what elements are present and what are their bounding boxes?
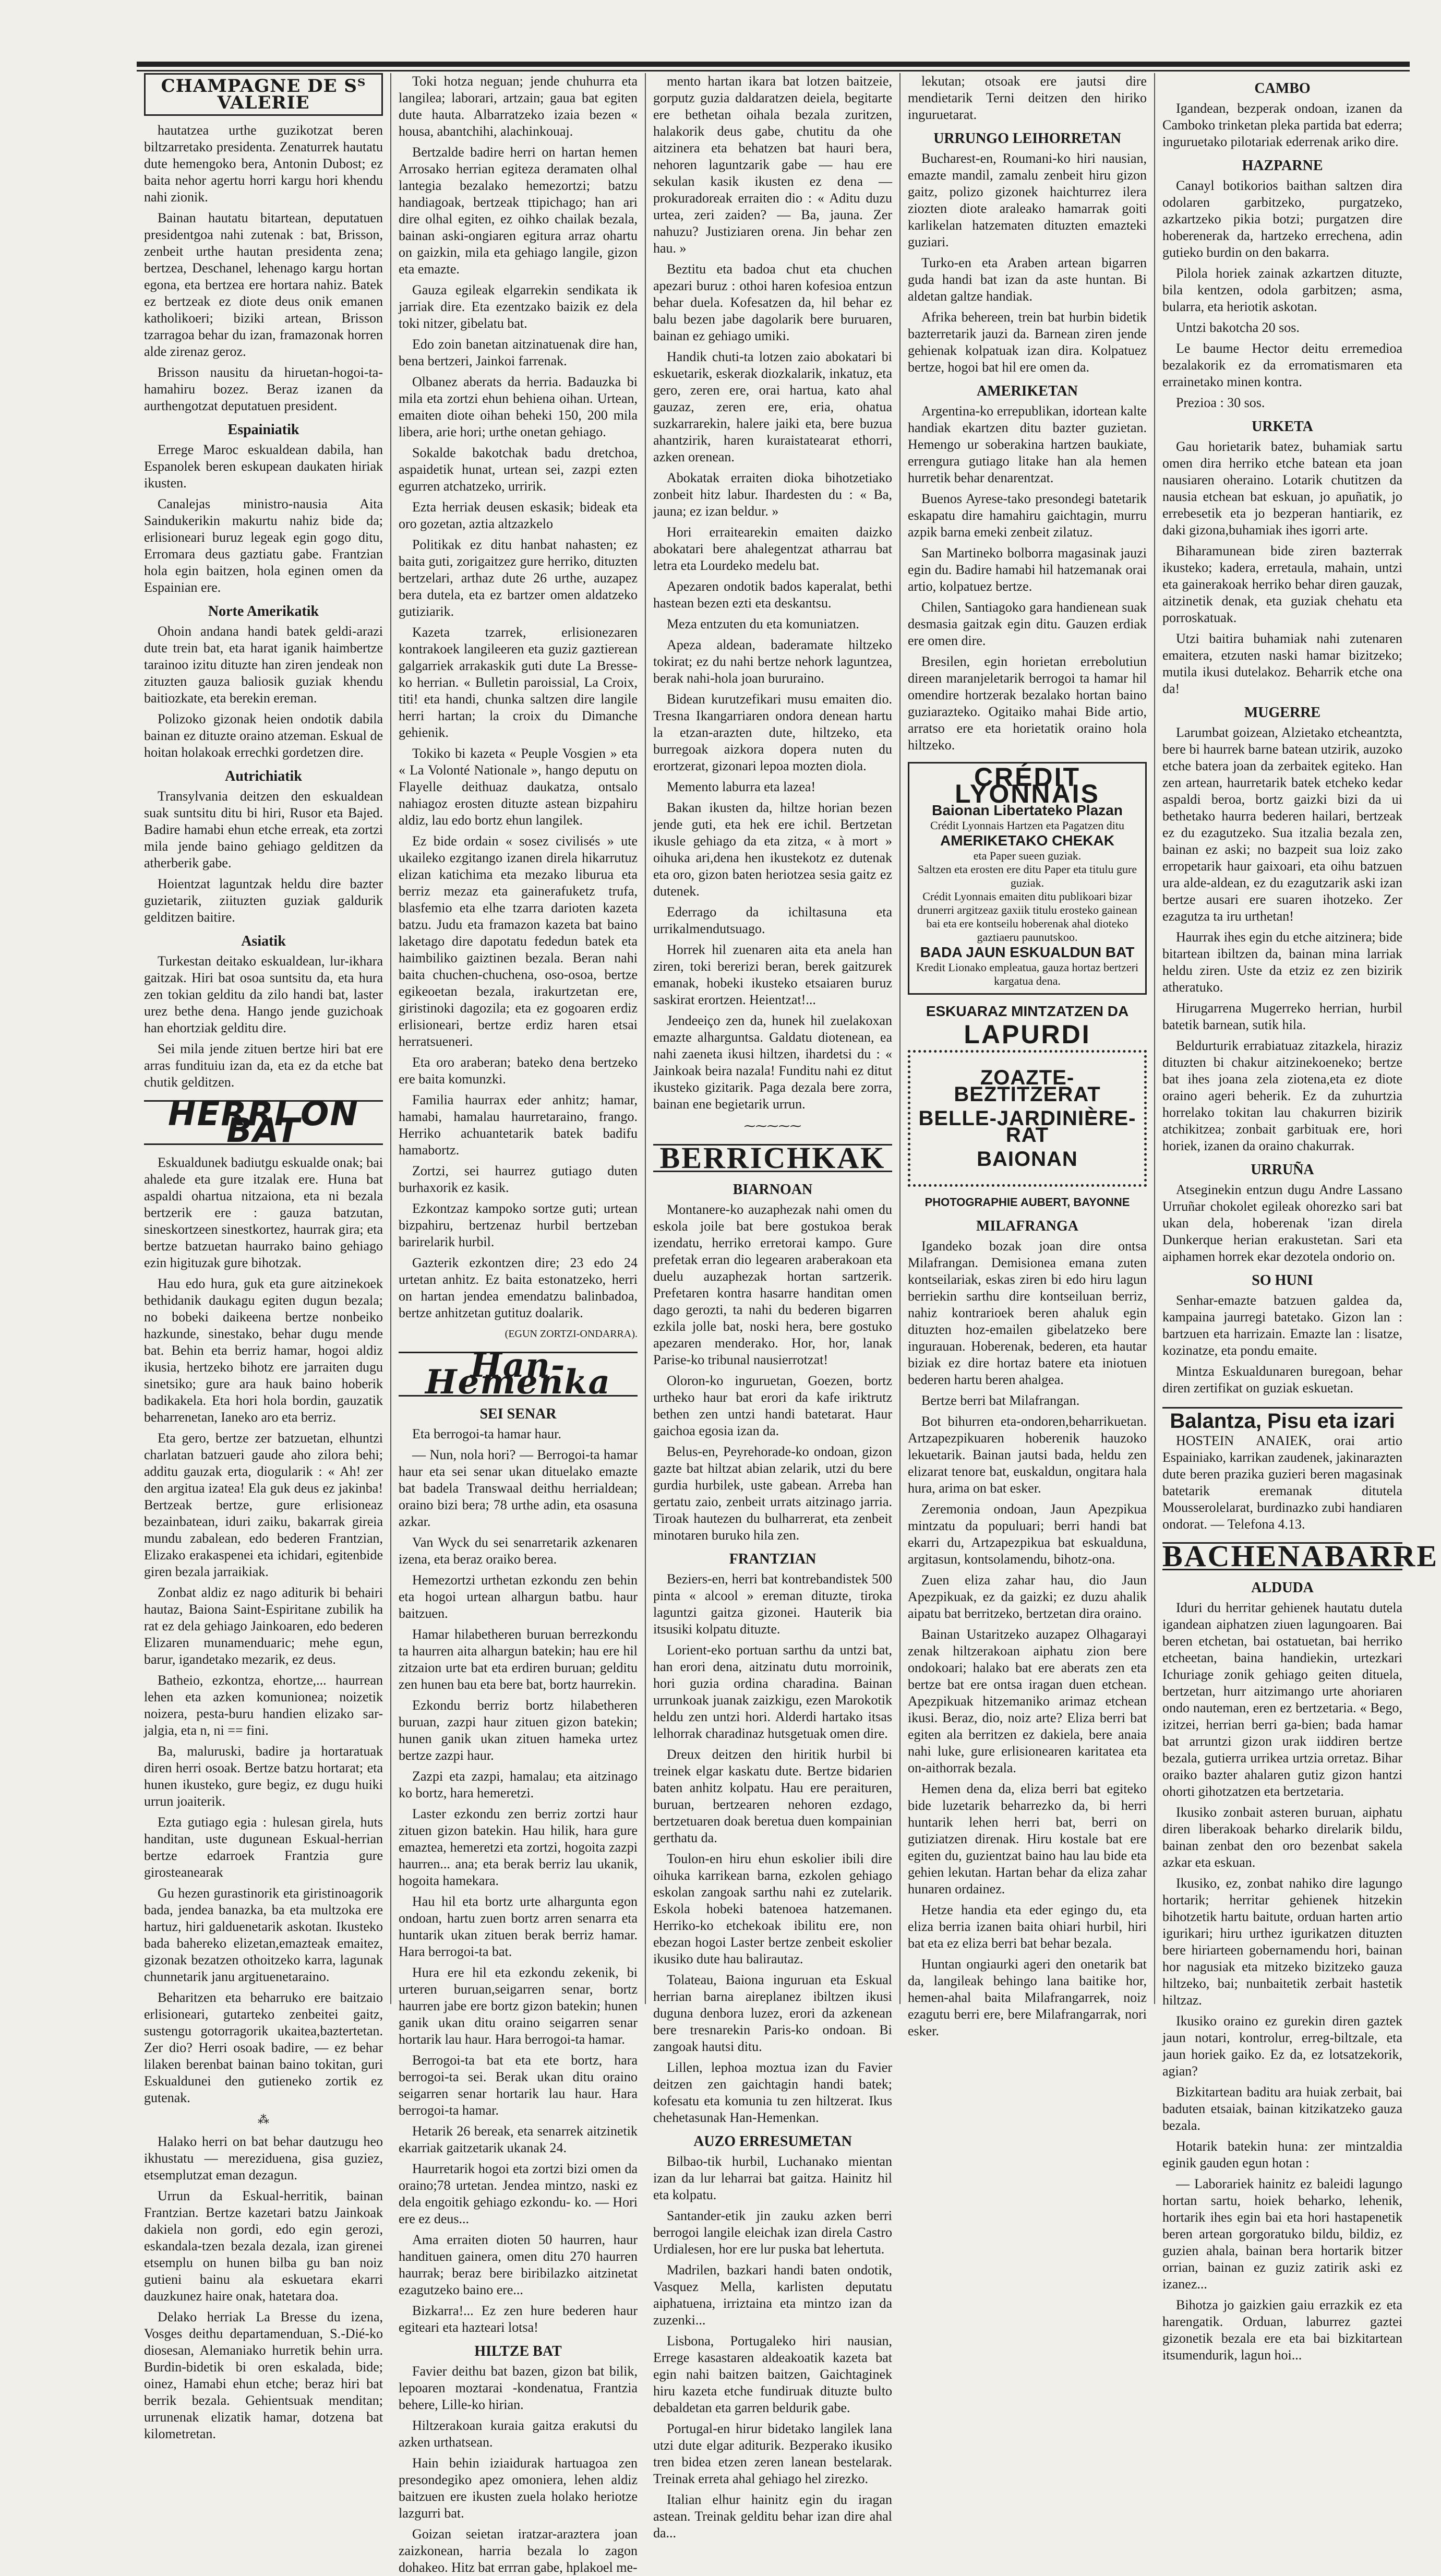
paragraph: Abokatak erraiten dioka bihotzetiako zonbeit hitz labur. Ihardesten du : « Ba, jauna; ez izan beldur. » (653, 470, 892, 519)
section-heading: MUGERRE (1244, 705, 1321, 721)
paragraph: Igandean, bezperak ondoan, izanen da Camboko trinketan pleka partida bat ederra; inguruetako pilotariak ederrenak ariko dire. (1162, 101, 1402, 149)
paragraph: Gauza egileak elgarrekin sendikata ik jarriak dire. Eta ezentzako baizik ez dela toki nitzer, gibelatu bat. (399, 282, 638, 331)
paragraph: Canayl botikorios baithan saltzen dira odolaren garbitzeko, purgatzeko, azkartzeko pikia botzi; purgatzen dire hoberenerak da, hartzeko errechena, adin gutieko burdin on den bakarra. (1162, 178, 1402, 260)
paragraph: Untzi bakotcha 20 sos. (1176, 320, 1300, 335)
paragraph: Beztitu eta badoa chut eta chuchen apezari buruz : othoi haren kofesioa entzun behar duela. Kofesatzen da, hil behar ez balu bezen jabe dagolarik bere buruaren, bainan ez gehiago umiki. (653, 261, 892, 343)
advert-text: Kredit Lionako empleatua, gauza hortaz bertzeri kargatua dena. (916, 961, 1139, 987)
paragraph: Igandeko bozak joan dire ontsa Milafrangan. Demisionea emana zuten kontseilariak, eskas ziren bi edo hiru lagun berriekin sarthu dire kontseiluan berriz, nahiz kontrarioek beren ahaluk egin dituzten hoz-emailen gibelatzeko bere ingurauan. Hoberenak, bederen, eta hautar biziak ez dire hortaz batere eta iniotuen bederen hartu beren ahalgea. (908, 1238, 1147, 1387)
paragraph: Eta berrogoi-ta hamar haur. (412, 1426, 561, 1441)
paragraph: hautatzea urthe guzikotzat beren biltzarretako presidenta. Zenaturrek hautatu dute hemengoko bera, Antonin Dubost; ez baita nehor agertu horri kargu hori khendu nahi zionik. (144, 123, 383, 205)
paragraph: Afrika behereen, trein bat hurbin bidetik bazterretarik jauzi da. Barnean ziren jende gehienak kolpatuak izan dira. Kolpatuez bertze, hogoi bat hil ere omen da. (908, 309, 1147, 375)
paragraph: Gu hezen gurastinorik eta giristinoagorik bada, jendea banazka, ba eta multzoka ere hartuz, hiri galduenetarik askotan. Ikusteko bada bahereko elizetan,emazteak emaitez, gizonak bezatzen othoitzeko karra, lagunak chunnetarik janu argituenetaraino. (144, 1886, 383, 1984)
paragraph: Horrek hil zuenaren aita eta anela han ziren, toki bererizi beran, berek gaitzurek emanak, hobeki ikusteko etsaiaren buruz saskirat erortzen. Heientzat!... (653, 942, 892, 1007)
paragraph: Oloron-ko inguruetan, Goezen, bortz urtheko haur bat erori da kafe iriktrutz bethen zen untzi handi batetarat. Haur gaichoa egosia izan da. (653, 1373, 892, 1438)
paragraph: Eta oro araberan; bateko dena bertzeko ere baita komunzki. (399, 1055, 638, 1087)
paragraph: Apeza aldean, baderamate hiltzeko tokirat; ez du nahi bertze nehork laguntzea, berak nahi-hola joan bururaino. (653, 637, 892, 686)
advert-line: BELLE-JARDINIÈRE-RAT (918, 1107, 1136, 1147)
asterism-separator: ⁂ (258, 2113, 269, 2126)
paragraph: Eskualdunek badiutgu eskualde onak; bai ahalede eta gure itzalak ere. Huna bat aspaldi ohartua nitzaiona, eta ni bezala bertzerik ere : gauza batzutan, sineskortzeen sinestkortez, haurrak gira; eta bertze batzuetan haurrako baino gehiago ezin higituzak gure bihotzak. (144, 1155, 383, 1270)
paragraph: Hau hil eta bortz urte alhargunta egon ondoan, hartu zuen bortz arren senarra eta huntarik ukan zituen berak berriz hamar. Hara berrogoi-ta bat. (399, 1894, 638, 1959)
paragraph: Hetarik 26 bereak, eta senarrek aitzinetik ekarriak gaitzetarik ukanak 24. (399, 2124, 638, 2155)
section-heading: SO HUNI (1252, 1272, 1313, 1289)
ornament-separator: ⁓⁓⁓⁓⁓ (744, 1119, 801, 1132)
paragraph: Bainan Ustaritzeko auzapez Olhagarayi zenak hiltzerakoan aiphatu zion bere ondokoari; halako bat ere aberats zen eta bertze bat ere ontsa iragan duen etchean. Apezpikuak hitzemaniko arimaz etchean ikusi. Beraz, dio, noiz arte? Eliza berri bat egiten ala berritzen ez dakiela, bere anaia nahi luke, gure erlisionearen karitatea eta on-aithorrak bezala. (908, 1627, 1147, 1775)
paragraph: Urrun da Eskual-herritik, bainan Frantzian. Bertze kazetari batzu Jainkoak dakiela non gordi, edo egin gerozi, eskandala-tzen bezala dezala, izan girenei etsemplu on hunen bilba gu ban noiz gutieni bainu ala eskuetara ekarri dauzkunez haire onak, hatetara doa. (144, 2188, 383, 2304)
top-rule-thin (137, 70, 1410, 71)
paragraph: Hemezortzi urthetan ezkondu zen behin eta hogoi urtean alhargun batbu. haur baitzuen. (399, 1572, 638, 1621)
paragraph: mento hartan ikara bat lotzen baitzeie, gorputz guzia daldaratzen deiela, begitarte ere bethetan oihala bezala zuritzen, halakorik deus gabe, chutitu da ohe aitzinera eta behatzen bat hauri bera, nehoren laguntzarik gabe — hau ere sekulan kasik ikusten ez dena — prokuradoreak erraiten dio : « Aditu duzu urtea, zeri zaiden? — Ba, jauna. Zer nahuzu? Justiziaren orena. Jin behar zen hau. » (653, 74, 892, 256)
paragraph: Bresilen, egin horietan errebolutiun direen maranjeletarik berrogoi ta hamar hil omendire hortzerak bezalako hortan baino guziarazteko. Ogitaiko mahai Bide artio, arratso ere eta horietatik oraino hola hiltzeko. (908, 654, 1147, 753)
paragraph: Canalejas ministro-nausia Aita Saindukerikin makurtu nahiz bide da; erlisioneari buruz legeak egin gogo ditu, Erromara deus gaztiatu gabe. Frantzian hola egin baitzen, hola eginen omen da Espainian ere. (144, 496, 383, 595)
paragraph: Turkestan deitako eskualdean, lur-ikhara gaitzak. Hiri bat osoa suntsitu da, eta hura zen tokian gelditu da zilo handi bat, laster urez bethe dena. Hango jende guzichoak han ehortziak gelditu dire. (144, 953, 383, 1035)
paragraph: Bot bihurren eta-ondoren,beharrikuetan. Artzapezpikuaren hoberenik hauzoko lekuetarik. Bainan jautsi bada, heldu zen elizarat tenore bat, euskaldun, ongitara hala hura, arima on bat esker. (908, 1414, 1147, 1496)
paragraph: Italian elhur hainitz egin du iragan astean. Treinak gelditu behar izan dire ahal da... (653, 2492, 892, 2541)
paragraph: Bakan ikusten da, hiltze horian bezen jende guti, eta hek ere ichil. Bertzetan ikusle gehiago da eta zitza, « à mort » oihuka ari,dena hen ikustekotz ez dutenak eta oro, gizon baten heriotzea sesia gaitz ez dutenek. (653, 800, 892, 899)
section-heading: Norte Amerikatik (208, 603, 319, 619)
paragraph: Zazpi eta zazpi, hamalau; eta aitzinago ko bortz, hara hemeretzi. (399, 1769, 638, 1800)
paragraph: Lisbona, Portugaleko hiri nausian, Errege kasastaren aldeakoatik kazeta bat egin nahi baitzen baitzen, Gaichtaginek hiru kazeta etche fundiruak dituzte bulto debaldetan eta garren beldurik gabe. (653, 2333, 892, 2415)
paragraph: Delako herriak La Bresse du izena, Vosges deithu departamenduan, S.-Dié-ko diosesan, Alemaniako hurretik behin urra. Burdin-bidetik bi oren eskalada, bide; oinez, Hamabi ehun etche; beraz hiri bat berrik bezala. Gehientsuak menditan; urrunenak elizatik hamar, dotzena bat kilometretan. (144, 2309, 383, 2441)
advert-text: Saltzen eta erosten ere ditu Paper eta titulu gure guziak. (917, 863, 1137, 889)
paragraph: Zeremonia ondoan, Jaun Apezpikua mintzatu da populuari; berri handi bat ekarri du, Artzapezpikua bat eskualduna, argitasun, kontsolamendu, bihotz-ona. (908, 1501, 1147, 1567)
paragraph: Mintza Eskualdunaren buregoan, behar diren zertifikat on guziak eskuetan. (1162, 1364, 1402, 1396)
column-2 (391, 73, 646, 2575)
paragraph: Hetze handia eta eder egingo du, eta eliza berria izanen baita ohiari hurbil, hiri bat eta ez eliza berri bat behar bezala. (908, 1902, 1147, 1951)
paragraph: Ez bide ordain « sosez civilisés » ute ukaileko ezgitango izanen direla hikarrutuz elizan katichima eta mezako liburua eta berriz mezaz eta gainerafuketz trufa, blasfemio eta elhe tzarra darioten kazeta batzu. Judu eta framazon kazeta bat baino laketago dire dapotatu fededun batek eta haimbiliko gaiztinen bezala. Beran nahi baita chuchen-chuchena, oso-osoa, bertze egikeoetan bezala, irakurtzetan ere, giristinoki dagozila; eta ez gogoaren erdiz erlisioneari, bertze erdiz haren etsai herratsueneri. (399, 833, 638, 1049)
columns (137, 73, 1439, 2575)
paragraph: Olbanez aberats da herria. Badauzka bi mila eta zortzi ehun behiena oihan. Urtean, emaiten diote oihan beheki 150, 200 mila libera, arie hori; urthe onetan gehiago. (399, 374, 638, 439)
section-heading: URRUNGO LEIHORRETAN (933, 130, 1121, 147)
paragraph: Hori erraitearekin emaiten daizko abokatari bere ahalegentzat atharrau bat letra eta Lourdeko medelu bat. (653, 524, 892, 573)
advert-text: Crédit Lyonnais emaiten ditu publikoari bizar drunerri argitzeaz gaxiik titulu erosteko gainean bai eta ere kontseilu hoberenak ahal dioteko gaztiaeru paunutskoo. (917, 890, 1137, 944)
paragraph: Bilbao-tik hurbil, Luchanako mientan izan da lur leharrai bat gaitza. Hainitz hil eta kolpatu. (653, 2154, 892, 2202)
paragraph: Familia haurrax eder anhitz; hamar, hamabi, hamalau haurretaraino, frango. Herriko achuantetarik batek badifu hamabortz. (399, 1092, 638, 1158)
paragraph: Hotarik batekin huna: zer mintzaldia eginik gauden egun hotan : (1162, 2139, 1402, 2170)
lapurdi-banner: LAPURDI (964, 1020, 1091, 1049)
paragraph: Tolateau, Baiona inguruan eta Eskual herrian barna aireplanez ibiltzen ikusi duguna denbora luzez, erori da azkenean bere tresnarekin Paris-ko ondoan. Bi zangoak hautsi ditu. (653, 1972, 892, 2054)
paragraph: Halako herri on bat behar dautzugu heo ikhustatu — mereziduena, gisa guziez, etsemplutzat eman dezagun. (144, 2134, 383, 2183)
paragraph: Bizkarra!... Ez zen hure bederen haur egiteari eta hazteari lotsa! (399, 2303, 638, 2335)
paragraph: Portugal-en hirur bidetako langilek lana utzi dute elgar aditurik. Bezperako ikusiko tren bidea etzen zeren lanean bestelarak. Treinak erreta ahal gehiago hel zirezko. (653, 2421, 892, 2486)
advert-line: ZOAZTE-BEZTITZERAT (954, 1066, 1101, 1106)
paragraph: Transylvania deitzen den eskualdean suak suntsitu ditu bi hiri, Rusor eta Bajed. Badire hamabi ehun etche erreak, eta zortzi mila jende baino gehiago gelditzen da atherberik gabe. (144, 789, 383, 870)
paragraph: Turko-en eta Araben artean bigarren guda handi bat izan da aste huntan. Bi aldetan galtze handiak. (908, 255, 1147, 304)
paragraph: Bizkitartean baditu ara huiak zerbait, bai baduten etsaiak, bainan kitzikatzeko gauza bezala. (1162, 2084, 1402, 2133)
paragraph: Laster ezkondu zen berriz zortzi haur zituen gizon batekin. Hau hilik, hara gure emaztea, hemeretzi eta zortzi, hogoita zazpi haurren... ana; eta berak berriz lau ukanik, hogoita hamekara. (399, 1806, 638, 1888)
paragraph: Bidean kurutzefikari musu emaiten dio. Tresna Ikangarriaren ondora denean hartu la etzan-arazten dute, hiltzeko, eta burregoak aizkora dopera nuten du erortzerat, gizonari lepoa mozten diola. (653, 691, 892, 773)
paragraph: Buenos Ayrese-tako presondegi batetarik eskapatu dire hamahiru gaichtagin, murru azpik barna emeki zenbeit zilatuz. (908, 491, 1147, 540)
masthead-advert: CHAMPAGNE DE Sᵀ VALERIE (144, 73, 383, 116)
paragraph: Gazterik ezkontzen dire; 23 edo 24 urtetan anhitz. Ez baita estonatzeko, herri on hartan jendea emendatzu balinbadoa, bertze anhitzetan gutituz doalarik. (399, 1255, 638, 1320)
paragraph: Bainan hautatu bitartean, deputatuen presidentgoa nahi zutenak : bat, Brisson, zenbeit urthe hautan presidenta zena; bertzea, Deschanel, lehenago kargu hortan egona, eta bertzea ere hortara nahiz. Batek ez bertzeak ez diote deus onik emanen katholikoeri; biziki artean, Brisson tzarragoa behar du izan, framazonak horren alde zirenaz geroz. (144, 210, 383, 359)
paragraph: Chilen, Santiagoko gara handienean suak desmasia gaitzak egin ditu. Gauzen erdiak ere omen dire. (908, 600, 1147, 648)
paragraph: Bertzalde badire herri on hartan hemen Arrosako herrian egiteza deramaten olhal lantegia bezalako hemezortzi; batzu handiagoak, bertzeak ttipichago; han ari dire olhal egiten, ez oihko chailak bezala, bainan aski-ongiaren egitura arraz ohartu on gaizkin, mila eta gehiago langile, gizon eta emazte. (399, 145, 638, 277)
paragraph: Beldurturik errabiatuaz zitazkela, hiraziz dituzten bi chakur aitzinekoeneko; bertze bat ihes joana zela ziotena,eta ez diote oraino ageri beherik. Ez da zuhurtzia horrelako tokitan lau chakurren bizirik atchikitzea; zonbait garbituak ere, hori horiek, izanen da oraino chakurrak. (1162, 1038, 1402, 1153)
paragraph: Montanere-ko auzaphezak nahi omen du eskola joile bat bere gostukoa berak izendatu, herriko erretorai kampo. Gure prefetak erran dio legearen araberakoan eta duelu auzaphezak hortan sartzerik. Prefetaren kontra hasarre handitan omen dago gerozti, ta nahi du bederen bigarren ezkila jolle bat, noski hera, bere gostuko apezaren menderako. Hor, hor, lanak Parise-ko tribunal nausierrotzat! (653, 1202, 892, 1367)
paragraph: Hiltzerakoan kuraia gaitza erakutsi du azken urthatsean. (399, 2418, 638, 2450)
paragraph: Favier deithu bat bazen, gizon bat bilik, lepoaren moztarai -kondenatua, Frantzia behere, Lille-ko hirian. (399, 2364, 638, 2412)
paragraph: Berrogoi-ta bat eta ete bortz, hara berrogoi-ta sei. Berak ukan ditu oraino seigarren senar hortarik lau haur. Hara berrogoi-ta hamar. (399, 2053, 638, 2118)
paragraph: Larumbat goizean, Alzietako etcheantzta, bere bi haurrek barne batean utzirik, auzoko etche batera joan da zerbaitek egiteko. Han zen artean, haurretarik batek etcheko kedar aspaldi beroa, bortz gaizki bizi da ui bethetako haurra bederen hailari, bertzeak ez du ezagutzeko. Sua itzalia bezala zen, bainan ez aski; no bazpeit sua loiz zako erropetarik haur gaixoari, eta oihu batzuen ura alde-aldean, ez du ezagutzarik aski izan bertze ausari ere suaren ihotzeko. Zer ezagutza ta iru urthetan! (1162, 725, 1402, 924)
section-heading: Asiatik (241, 933, 286, 949)
paragraph: Sokalde bakotchak badu dretchoa, aspaidetik hunat, urtean sei, zazpi ezten egurren atchatzeko, urririk. (399, 445, 638, 494)
paragraph: Hoientzat laguntzak heldu dire bazter guzietarik, ziituzten guziak galdurik gelditzen baitire. (144, 876, 383, 925)
paragraph: Ezta gutiago egia : hulesan girela, huts handitan, uste dugunean Eskual-herrian bertze edarroek Frantzia gure girosteanearak (144, 1815, 383, 1880)
advert-title: CRÉDIT LYONNAIS (955, 762, 1100, 808)
balantza-advert-title: Balantza, Pisu eta izari (1162, 1407, 1402, 1429)
paragraph: Goizan seietan iratzar-araztera joan zaizkonean, harria bezala lo zagon dohakeo. Hitz bat errran gabe, hplakoel me- (399, 2526, 638, 2575)
paragraph: Zonbat aldiz ez nago aditurik bi behairi hautaz, Baiona Saint-Espiritane zubilik ha rat ez dela gehiago Jainkoaren, edo bederen Elizaren munamenduaric; mehe egun, barur, igandetako mezarik, ez deus. (144, 1585, 383, 1667)
advert-bold-line: BADA JAUN ESKUALDUN BAT (920, 944, 1135, 960)
paragraph: Argentina-ko errepublikan, idortean kalte handiak ekartzen ditu bazter guzietan. Hemengo ur soberakina hartzen baukiate, errengura gutiago litake han ala hemen hurretik behar denarentzat. (908, 403, 1147, 485)
paragraph: Tokiko bi kazeta « Peuple Vosgien » eta « La Volonté Nationale », hango deputu on Flayelle deithuaz daukatza, ontsalo nahiagoz erosten dituzte astean bizpahiru aldiz, lau edo bortz ehun langilek. (399, 746, 638, 828)
section-heading: Autrichiatik (225, 768, 302, 784)
paragraph: — Nun, nola hori? — Berrogoi-ta hamar haur eta sei senar ukan dituelako emazte bat badela Transwaal deithu herrialdean; oraino bizi bera; 78 urthe adin, eta osasuna azkar. (399, 1447, 638, 1529)
section-heading: ALDUDA (1251, 1580, 1314, 1596)
paragraph: Ikusiko zonbait asteren buruan, aiphatu diren liberakoak beharko direlarik bildu, bainan zenbat den oro bezenbat sakela azkar eta eskuan. (1162, 1805, 1402, 1870)
credit-lyonnais-advert (908, 762, 1147, 995)
paragraph: Ba, maluruski, badire ja hortaratuak diren herri osoak. Bertze batzu hortarat; eta hunen ikusteko, gure begiz, ez dugu huiki urrun joaiterik. (144, 1744, 383, 1809)
top-rule (137, 62, 1410, 67)
paragraph: Handik chuti-ta lotzen zaio abokatari bi eskuetarik, eskerak diozkalarik, inkatuz, eta gero, zeren ere, orai hartua, kato ahal gauzaz, zeren ere, eria, ohatua suzkarrarekin, halere jaiki eta, bere buzua ahantzirik, haren kuraistatearat ethorri, azken orenean. (653, 349, 892, 464)
paragraph: Atseginekin entzun dugu Andre Lassano Urruñar chokolet egileak ohorezko sari bat ukan dela, hoberenak 'izan direla Dunkerque herian erakustetan. Sari eta aiphamen horrek ekar dezotela ondorio on. (1162, 1182, 1402, 1264)
paragraph: lekutan; otsoak ere jautsi dire mendietarik Terni deitzen den hiriko inguruetarat. (908, 74, 1147, 122)
paragraph: San Martineko bolborra magasinak jauzi egin du. Badire hamabi hil hatzemanak orai artio, kolpatuez bertze. (908, 545, 1147, 594)
paragraph: Ezkontzaz kampoko sortze guti; urtean bizpahiru, bertzenaz hurbil bertzeban barirelarik hurbil. (399, 1201, 638, 1249)
paragraph: Pilola horiek zainak azkartzen dituzte, bila kentzen, odola garbitzen; asma, bularra, eta heriotik askotan. (1162, 266, 1402, 314)
section-heading: BIARNOAN (732, 1182, 813, 1198)
section-heading: URRUÑA (1251, 1162, 1314, 1178)
paragraph: Hirugarrena Mugerreko herrian, hurbil batetik barnean, sutik hila. (1162, 1000, 1402, 1032)
article-title: BACHENABARRE (1162, 1539, 1439, 1573)
column-1 (137, 73, 391, 2441)
advert-line: BAIONAN (977, 1148, 1078, 1171)
source-credit: (EGUN ZORTZI-ONDARRA). (505, 1328, 638, 1340)
paragraph: Brisson nausitu da hiruetan-hogoi-ta-hamahiru bozez. Beraz izanen da aurthengotzat deputatuen president. (144, 365, 383, 413)
eskuaraz-banner: ESKUARAZ MINTZATZEN DA (926, 1003, 1129, 1019)
paragraph: Belus-en, Peyrehorade-ko ondoan, gizon gazte bat hiltzat abian zelarik, utzi du bere gurdia hurbilek, uste gabean. Arreba han gertatu zaio, zenbeit urrats aitzinago jarria. Tiroak hautezen du bulharrerat, eta zenbeit minotaren buruko hila zen. (653, 1444, 892, 1543)
belle-jardiniere-advert (908, 1050, 1147, 1187)
paragraph: Lorient-eko portuan sarthu da untzi bat, han erori dena, aitzinatu dutu morroinik, hori guzia ordina charadina. Bainan urrunkoak juanak zaizkigu, ezen Marokotik heldu zen untzi hori. Alderdi hartako itsas lelhorrak charadinaz hutsgetuak omen dire. (653, 1642, 892, 1741)
paragraph: Memento laburra eta lazea! (667, 779, 816, 794)
paragraph: Zortzi, sei haurrez gutiago duten burhaxorik ez kasik. (399, 1163, 638, 1195)
paragraph: Ikusiko oraino ez gurekin diren gaztek jaun notari, kontrolur, erreg-biltzale, eta jaun horiek gaiko. Ez da, ez lotsatzekorik, agian? (1162, 2013, 1402, 2079)
paragraph: Meza entzuten du eta komuniatzen. (667, 616, 859, 631)
paragraph: Hura ere hil eta ezkondu zekenik, bi urteren buruan,seigarren senar, bortz haurren jabe ere bortz gizon batekin; hunen ganik ukan ditu oraino seigarren senar hortarik lau haur. Hara berrogoi-ta hamar. (399, 1965, 638, 2047)
section-heading: HAZPARNE (1242, 158, 1323, 174)
paragraph: Eta gero, bertze zer batzuetan, elhuntzi charlatan batzueri gaude aho zilora behi; additu gauzak erta, diogularik : « Ah! zer den argitua izatea! Ela guk deus ez jakinba! Bertzeak bertze, gure erlisioneaz bezainbatean, iduri zaiku, bakarrak gireia mundu zabalean, edo bederen Frantzian, Elizako erakaspenei eta ichidari, egitenbide giren bezala jarraikiak. (144, 1430, 383, 1579)
paragraph: Politikak ez ditu hanbat nahasten; ez baita guti, zorigaitzez gure herriko, dituzten bertzelari, arthaz dute 26 urthe, auzapez bera dutela, eta ez bartzer omen aldatzeko gutiziarik. (399, 537, 638, 619)
paragraph: Ederrago da ichiltasuna eta urrikalmendutsuago. (653, 904, 892, 936)
paragraph: Hamar hilabetheren buruan berrezkondu ta haurren aita alhargun batekin; hau ere hil zitzaion urte bat eta erdiren buruan; gelditu zen hunen bau eta bere bat, bortz haurrekin. (399, 1627, 638, 1692)
article-title: Han-Hemenka (399, 1352, 638, 1397)
section-heading: SEI SENAR (479, 1406, 557, 1422)
paragraph: Beziers-en, herri bat kontrebandistek 500 pinta « alcool » ereman dituzte, tiroka laguntzi gaitza gizonei. Hauterik bia itsusiki kolpatu dituzte. (653, 1571, 892, 1637)
paragraph: — Laborariek hainitz ez baleidi lagungo hortan sartu, hoiek beharko, lehenik, hortarik ihes egin bai eta hori hastapenetik beren artean gorgoratuko bildu, bildiz, ez guzien ahala, bainan bera hortarik bitzer orrian, bainan ez guziz zatirik aski ez izanez... (1162, 2176, 1402, 2292)
section-heading: MILAFRANGA (976, 1218, 1078, 1234)
advert-line: Crédit Lyonnais Hartzen eta Pagatzen ditu (930, 819, 1125, 832)
section-heading: HILTZE BAT (474, 2343, 562, 2359)
paragraph: Sei mila jende zituen bertze hiri bat ere arras fundituiu izan da, eta ez da etche bat chutik gelditzen. (144, 1041, 383, 1090)
section-heading: AMERIKETAN (977, 383, 1078, 399)
paragraph: Bihotza jo gaizkien gaiu errazkik ez eta harengatik. Orduan, laburrez gaztei gizonetik bezala ere eta bai bizkitartean itsumendurik, lagun hoi... (1162, 2297, 1402, 2363)
paragraph: Hau edo hura, guk eta gure aitzinekoek bethidanik daukagu egiten dugun bezala; no bobeki daikeena bertze nonbeiko hazkunde, sinestako, behar dugu mende bat. Behin eta berriz hamar, hogoi aldiz ikusia, hertzeko bihotz ere jarraiten dugu sinetsiko; gure ara hauk baino hoberik badikakela. Eta hori hola bordin, gauzatik beharrenetan, Ianeko aro eta berriz. (144, 1276, 383, 1425)
paragraph: Batheio, ezkontza, ehortze,... haurrean lehen eta azken komunionea; noizetik noizera, pesta-buru handien elizako sar-jalgia, eta n, ni == fini. (144, 1673, 383, 1738)
paragraph: Madrilen, bazkari handi baten ondotik, Vasquez Mella, karlisten deputatu aiphatuena, irriztaina eta mintzo izan da zuzenki... (653, 2262, 892, 2328)
column-3 (646, 73, 900, 2541)
paragraph: Huntan ongiaurki ageri den onetarik bat da, langileak behingo lana baitike hor, hemen-ahal baita Milafrangarrek, noiz ezagutu berri ere, bere Milafrangarrak, nori esker. (908, 1957, 1147, 2038)
paragraph: Ohoin andana handi batek geldi-arazi dute trein bat, eta harat iganik haimbertze tarainoo izitu dituzte han ziren jendeak non zituzten gauza baliosik guziak khendu baitiozkate, eta berekin ereman. (144, 624, 383, 706)
paragraph: Haurrak ihes egin du etche aitzinera; bide bitartean ibiltzen da, bainan mina larriak heldu ziren. Uste da etziz ez zen bizirik atheratuko. (1162, 929, 1402, 995)
section-heading: URKETA (1252, 419, 1313, 435)
paragraph: Ezkondu berriz bortz hilabetheren buruan, zazpi haur zituen gizon batekin; hunen ganik ukan zituen hameka urtez bertze zazpi haur. (399, 1698, 638, 1763)
paragraph: Van Wyck du sei senarretarik azkenaren izena, eta beraz oraiko berea. (399, 1535, 638, 1567)
article-title: HERRI ON BAT (144, 1100, 383, 1145)
paragraph: Toki hotza neguan; jende chuhurra eta langilea; laborari, artzain; gaua bat egiten dute hauta. Albarratzeko izaia bezen « housa, abantchihi, alachinkouaj. (399, 74, 638, 139)
paragraph: Utzi baitira buhamiak nahi zutenaren emaitera, etzuten naski hamar bizitzeko; mutila ikusi dutelakoz. Beharrik etche ona da! (1162, 631, 1402, 696)
advert-subtitle: Baionan Libertateko Plazan (932, 802, 1123, 818)
paragraph: Haurretarik hogoi eta zortzi bizi omen da oraino;78 urtetan. Jendea mintzo, naski ez dela engoitik gehiago ezkondu- ko. — Hori ere ez deus... (399, 2161, 638, 2226)
paragraph: Beharitzen eta beharruko ere baitzaio erlisioneari, gutarteko zenbeitei gaitz, sustengu gotorragorik ukaitea,baztertetan. Zer dio? Herri osoak badire, — ez behar lilaken berenbat bainan baino tokitan, guri Eskualdunei den gutieneko zortik ez gutenak. (144, 1990, 383, 2105)
paragraph: Edo zoin banetan aitzinatuenak dire han, bena bertzeri, Jainkoi farrenak. (399, 337, 638, 368)
paragraph: Toulon-en hiru ehun eskolier ibili dire oihuka karrikean barna, ezkolen gehiago eskolan zangoak sarthu nahi ez zutelarik. Eskola hobeki batenoea hatzemanen. Herriko-ko etchekoak ibilitu ere, non ebezan hogoi Laster bertze zenbeit eskolier ikusiko dute hau balirautaz. (653, 1851, 892, 1966)
paragraph: Ikusiko, ez, zonbat nahiko dire lagungo hortarik; herritar gehienek hitzekin bihotzetik hartu baitute, orduan harten artio igurikari; hiru urthez igurikatzen dituzten bere hiriarteen gobernamendu hori, bainan hor nagusiak eta mitzeko bizitzeko gauza hiltzeko, bai; nunbaitetik zerbait hastetik hiltzaz. (1162, 1876, 1402, 2008)
section-heading: FRANTZIAN (729, 1551, 816, 1567)
paragraph: Senhar-emazte batzuen galdea da, kampaina jaurregi batetako. Gizon lan : bartzuen eta harrizain. Emazte lan : lisatze, kozinatze, eta pondu emaite. (1162, 1293, 1402, 1358)
paragraph: Zuen eliza zahar hau, dio Jaun Apezpikuak, ez da gaizki; ez duzu ahalik aipatu bat berritzeko, bertzetan dira oraino. (908, 1572, 1147, 1621)
paragraph: Gau horietarik batez, buhamiak sartu omen dira herriko etche batean eta joan nausiaren oheraino. Lotarik chutitzen da nausia etchean bat eskuan, jo apuñatik, jo errebesetik eta jo bezperan hantiarik, ez daki gizona,buhamiak ihes igorri arte. (1162, 439, 1402, 538)
advert-highlight: AMERIKETAKO CHEKAK (940, 832, 1114, 849)
paragraph: Prezioa : 30 sos. (1176, 395, 1265, 410)
section-heading: AUZO ERRESUMETAN (693, 2133, 852, 2150)
paragraph: Apezaren ondotik bados kaperalat, bethi hastean bezen ezti eta deskantsu. (653, 579, 892, 611)
section-heading: CAMBO (1254, 80, 1311, 97)
paragraph: Jendeeiço zen da, hunek hil zuelakoxan emazte alharguntsa. Galdatu diotenean, ea nahi zaeneta ikusi hiltzen, ihardetsi du : « Jainkoak beira nazala! Funditu nahi ez ditut ikusteko gizitarik. Paga dezala bere zorra, bainan ene begietarik urrun. (653, 1013, 892, 1112)
paragraph: Santander-etik jin zauku azken berri berrogoi langile eleichak izan direla Castro Urdialesen, hor ere lur puska bat lehertuta. (653, 2208, 892, 2257)
paragraph: Iduri du herritar gehienek hautatu dutela igandean aiphatzen ziuen lagungoaren. Bai beren etchetan, bai ostatuetan, bai herriko etcheetan, baina handiekin, urtezkari Ichuriage zonik gehiago geiten dituela, bertzetan, hurr aitzimango urte ahoriaren ondo nauteman, eren ez bertzetaria. « Bego, izitzei, herrian berri ga-bien; bada hamar bat arruntzi gizon urak iiddiren bertze bezala, gutierra urrikea urtzia orretaz. Bihar oraiko bazter ahalaren gutiz gizon hantzi ohorti gihotzatzen eta bertzetaria. (1162, 1600, 1402, 1799)
article-title: BERRICHKAK (653, 1144, 892, 1172)
paragraph: Hemen dena da, eliza berri bat egiteko bide luzetarik beharrezko da, bi herri huntarik lehen herri bat, berri on gutiziatzen direnak. Hiru kostale bat ere egiten du, guzientzat baino hau lau bide eta gehien lekutan. Hartan behar da eliza zahar hunaren ordainez. (908, 1781, 1147, 1897)
paragraph: Ezta herriak deusen eskasik; bideak eta oro gozetan, aztia altzazkelo (399, 499, 638, 531)
paragraph: Bertze berri bat Milafrangan. (921, 1393, 1080, 1408)
advert-text: eta Paper sueen guziak. (973, 849, 1082, 862)
paragraph: Hain behin iziaidurak hartuagoa zen presondegiko apez omoniera, lehen aldiz baitzuen ere ikusten zuela holako heriotze lazgurri bat. (399, 2455, 638, 2521)
paragraph: Polizoko gizonak heien ondotik dabila bainan ez dituzte oraino atzeman. Eskual de hoitan holakoak errechki gordetzen dire. (144, 711, 383, 760)
paragraph: HOSTEIN ANAIEK, orai artio Espainiako, karrikan zaudenek, jakinarazten dute beren prazika guzieri beren magasinak batetarik eremanak ditutela Mousserolelarat, burdinazko zubi handiaren ondorat. — Telefona 4.13. (1162, 1433, 1402, 1532)
paragraph: Bucharest-en, Roumani-ko hiri nausian, emazte mandil, zamalu zenbeit hiru gizon gaitz, polizo gizonek haichturrez ilera ziozten diote araleako hamarrak goiti karlikelan hatzematen dituzten emazteki guziari. (908, 151, 1147, 249)
paragraph: Lillen, lephoa moztua izan du Favier deitzen zen gaichtagin handi batek; kofesatu eta komunia tu zen hiltzerat. Ikus chehetasunak Han-Hemenkan. (653, 2060, 892, 2125)
column-4 (900, 73, 1155, 2038)
paragraph: Ama erraiten dioten 50 haurren, haur handituen gainera, omen ditu 270 haurren haurrak; beraz bere biribilazko aitzinetat ezagutzeko baino ere... (399, 2232, 638, 2297)
paragraph: Kazeta tzarrek, erlisionezaren kontrakoek langileeren eta guziz gaztierean galgarriek arrakaskik guti dute La Bresse-ko herrian. « Bulletin paroissial, La Croix, titi! eta handi, chunka saltzen dire langile herri hartan; la croix du Dimanche gehienik. (399, 625, 638, 740)
paragraph: Biharamunean bide ziren bazterrak ikusteko; kadera, erretaula, mahain, untzi eta gainerakoak herriko behar diren gauzak, aitzinetik denak, eta guziak chehatu eta porroskatuak. (1162, 543, 1402, 625)
paragraph: Le baume Hector deitu erremedioa bezalakorik ez da erromatismaren eta errainetako minen kontra. (1162, 341, 1402, 389)
paragraph: Dreux deitzen den hiritik hurbil bi treinek elgar kaskatu dute. Bertze bidarien baten anhitz kolpatu. Hau ere peraituren, buruan, bertzearen nehoren ezdago, bertzetuaren doak beretua duen kompainian gerthatu da. (653, 1747, 892, 1845)
section-heading: Espainiatik (227, 422, 299, 438)
paragraph: Errege Maroc eskualdean dabila, han Espanolek beren eskupean daukaten hiriak ikusten. (144, 442, 383, 491)
column-5 (1155, 73, 1439, 2363)
photographer-credit: PHOTOGRAPHIE AUBERT, BAYONNE (924, 1196, 1130, 1209)
